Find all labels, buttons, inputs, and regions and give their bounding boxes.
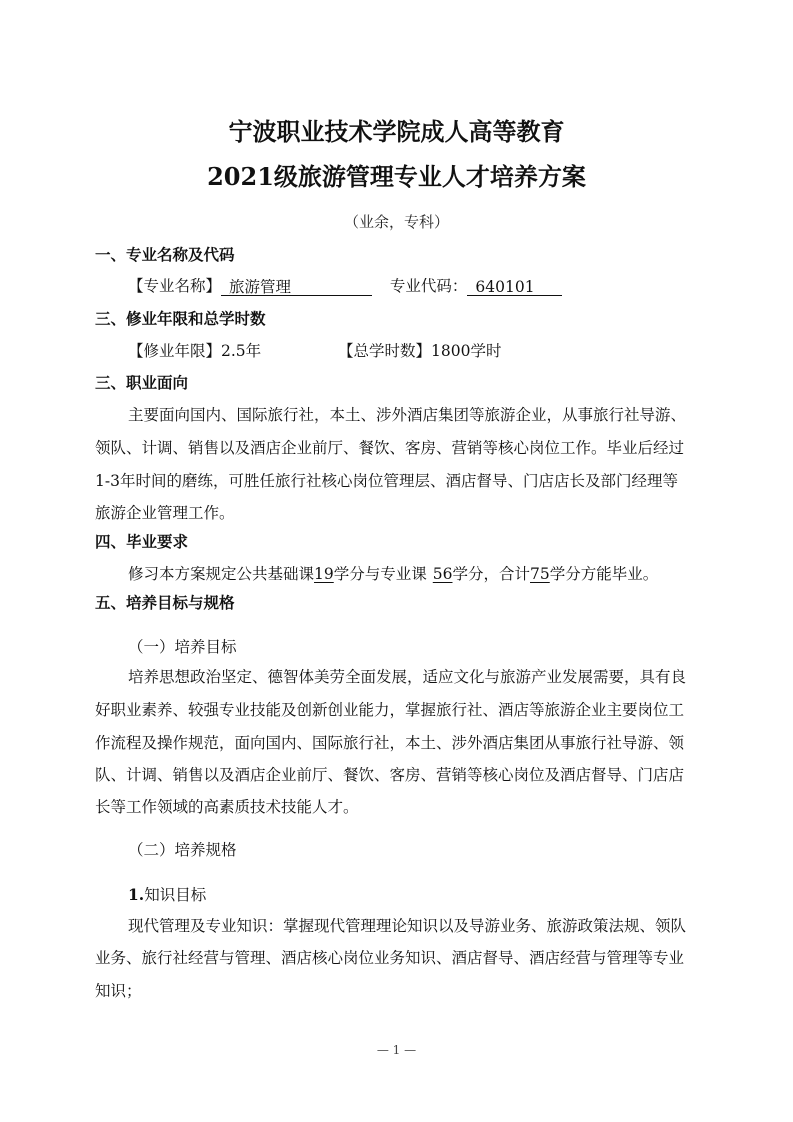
hours-value: 1800学时 (431, 342, 502, 360)
grad-text-a: 修习本方案规定公共基础课 (128, 565, 315, 583)
objectives-line-1: 培养思想政治坚定、德智体美劳全面发展，适应文化与旅游产业发展需要，具有良 (128, 668, 687, 686)
knowledge-goal-title: 知识目标 (144, 886, 207, 904)
major-name-value (221, 277, 372, 296)
credits-major: 56 (432, 565, 453, 583)
major-code-text: 640101 (475, 278, 535, 296)
total-hours-row (338, 341, 501, 361)
grad-text-d: 学分方能毕业。 (549, 565, 659, 583)
knowledge-line-2: 业务、旅行社经营与管理、酒店核心岗位业务知识、酒店督导、酒店经营与管理等专业 (95, 949, 685, 967)
objectives-line-4: 队、计调、销售以及酒店企业前厅、餐饮、客房、营销等核心岗位及酒店督导、门店店 (95, 766, 685, 784)
section-heading-career: 三、职业面向 (95, 374, 189, 392)
major-name-text: 旅游管理 (229, 278, 292, 296)
page-number: — 1 — (376, 1043, 417, 1057)
section-heading-graduation: 四、毕业要求 (95, 533, 189, 551)
major-name-row (128, 276, 562, 296)
section-heading-objectives: 五、培养目标与规格 (95, 594, 235, 612)
career-line-1: 主要面向国内、国际旅行社，本土、涉外酒店集团等旅游企业，从事旅行社导游、 (128, 406, 687, 424)
knowledge-line-3: 知识； (95, 982, 142, 1000)
subheading-objectives: （一）培养目标 (128, 638, 237, 656)
hours-label: 【总学时数】 (338, 342, 432, 360)
credits-public: 19 (314, 565, 334, 583)
grad-text-b: 学分与专业课 (333, 565, 427, 583)
credits-total: 75 (530, 565, 550, 583)
document-title-line1: 宁波职业技术学院成人高等教育 (228, 117, 565, 146)
section-heading-major-name: 一、专业名称及代码 (95, 246, 235, 264)
study-years-row (128, 341, 261, 361)
major-code-value (467, 277, 562, 296)
career-line-3: 1-3年时间的磨练，可胜任旅行社核心岗位管理层、酒店督导、门店店长及部门经理等 (95, 472, 678, 490)
objectives-line-5: 长等工作领域的高素质技术技能人才。 (95, 798, 359, 816)
section-heading-study-years: 三、修业年限和总学时数 (95, 310, 266, 328)
knowledge-goal-heading (128, 885, 206, 905)
career-line-2: 领队、计调、销售以及酒店企业前厅、餐饮、客房、营销等核心岗位工作。毕业后经过 (95, 439, 685, 457)
knowledge-goal-number: 1. (128, 885, 145, 904)
objectives-line-3: 作流程及操作规范，面向国内、国际旅行社，本土、涉外酒店集团从事旅行社导游、领 (95, 734, 685, 752)
document-subtitle: （业余，专科） (343, 213, 449, 231)
major-code-label: 专业代码： (389, 277, 468, 295)
years-label: 【修业年限】 (128, 342, 222, 360)
career-line-4: 旅游企业管理工作。 (95, 504, 235, 522)
document-title-line2: 2021级旅游管理专业人才培养方案 (207, 162, 586, 191)
graduation-requirement (128, 564, 658, 584)
objectives-line-2: 好职业素养、较强专业技能及创新创业能力，掌握旅行社、酒店等旅游企业主要岗位工 (95, 701, 685, 719)
knowledge-line-1: 现代管理及专业知识：掌握现代管理理论知识以及导游业务、旅游政策法规、领队 (128, 917, 687, 935)
subheading-specifications: （二）培养规格 (128, 841, 237, 859)
grad-text-c: 学分，合计 (452, 565, 531, 583)
major-name-label: 【专业名称】 (128, 277, 222, 295)
years-value: 2.5年 (221, 342, 262, 360)
